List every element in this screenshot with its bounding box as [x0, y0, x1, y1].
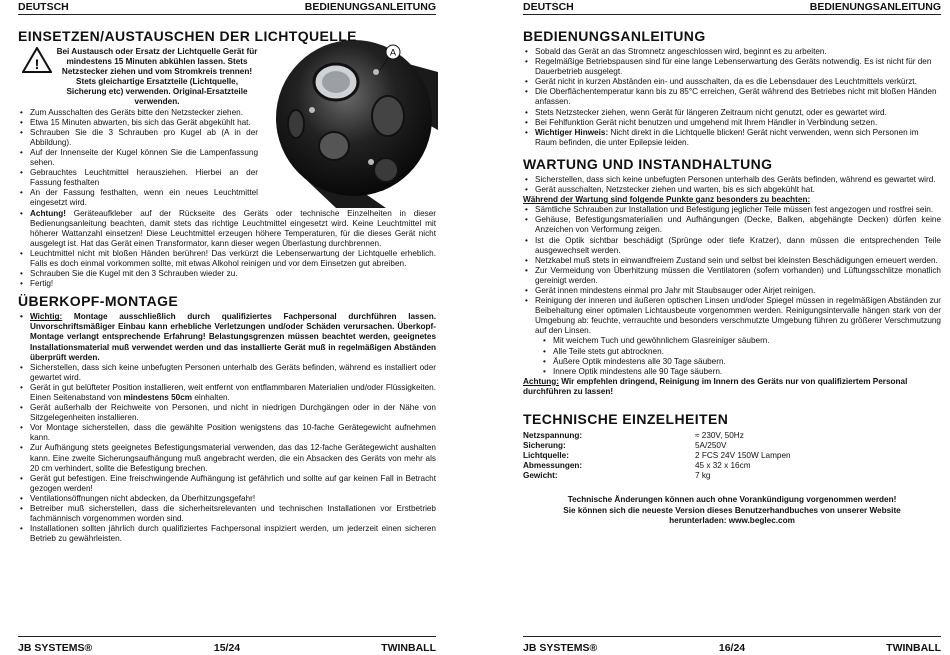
wichtig-text: Montage ausschließlich durch qualifiziertes Fachpersonal durchführen lassen. Unvorschriftsmäßiger Einbau kann erhebliche Verletzungen und/oder Schäden verursachen. Überkopf-Montage verlangt entsprechende Erfahrung! Belastungsgrenzen müssen beachtet werden, geeignetes Installationsmaterial muß verwendet werden und das installierte Gerät muß in regelmäßigen Abständen überprüft werden.: [30, 312, 436, 362]
section-title-bedienung: BEDIENUNGSANLEITUNG: [523, 28, 706, 44]
footer-brand: JB SYSTEMS®: [18, 642, 93, 654]
distance-text: Gerät in gut belüfteter Position installieren, weit entfernt von entflammbaren Materialien und/oder Flüssigkeiten. Einen Seitenabstand von: [30, 382, 436, 402]
list-item-distance: [18, 383, 436, 403]
hinweis-label: Wichtiger Hinweis:: [535, 127, 609, 137]
list-item: • Stets Netzstecker ziehen, wenn Gerät für längeren Zeitraum nicht genutzt, oder es gewartet wird.: [523, 108, 941, 118]
list-item: • Ventilationsöffnungen nicht abdecken, da Überhitzungsgefahr!: [18, 494, 436, 504]
wichtig-label: Wichtig:: [30, 312, 63, 322]
spec-row: [523, 451, 941, 461]
right-content: [523, 28, 941, 526]
svg-text:!: !: [34, 56, 40, 72]
list-item: • An der Fassung festhalten, wenn ein neues Leuchtmittel eingesetzt wird.: [18, 188, 258, 208]
image-label-a: A: [389, 47, 397, 58]
warning-icon: [22, 47, 52, 73]
list-item: • Auf der Innenseite der Kugel können Sie die Lampenfassung sehen.: [18, 148, 258, 168]
list-item: • Gebrauchtes Leuchtmittel herausziehen. Hierbei an der Fassung festhalten: [18, 168, 258, 188]
right-page: [523, 0, 941, 654]
spec-value: 2 FCS 24V 150W Lampen: [695, 451, 791, 461]
warning-text: Bei Austausch oder Ersatz der Lichtquelle Gerät für mindestens 15 Minuten abkühlen lassen. Stets Netzstecker ziehen und vom Stromkreis trennen! Stets gleichartige Ersatzteile (Lichtquelle, Sicherung etc) verwenden. Original-Ersatzteile verwenden.: [56, 47, 258, 107]
maintenance-heading: Während der Wartung sind folgende Punkte ganz besonders zu beachten:: [523, 195, 811, 205]
notice-line: Sie können sich die neueste Version dieses Benutzerhandbuches von unserer Website: [563, 505, 901, 515]
spec-value: 45 x 32 x 16cm: [695, 461, 751, 471]
section-title-wartung: WARTUNG UND INSTANDHALTUNG: [523, 155, 773, 172]
sub-list-item: • Äußere Optik mindestens alle 30 Tage säubern.: [523, 357, 941, 367]
left-content: [18, 28, 436, 544]
distance-bold: mindestens 50cm: [123, 393, 193, 402]
list-item: • Regelmäßige Betriebspausen sind für eine lange Lebenserwartung des Geräts notwendig. Es ist nicht für den Dauerbetrieb ausgelegt.: [523, 57, 941, 77]
list-item: • Zur Aufhängung stets geeignetes Befestigungsmaterial verwenden, das das 12-fache Gerätegewicht aushalten kann. Eine zweite Sicherungsaufhängung muß angebracht werden, die ein Absacken des Geräts von mehr als 20 cm verhindert, sollte die Befestigung brechen.: [18, 443, 436, 473]
spec-table: [523, 431, 941, 481]
steps-list: [18, 108, 258, 209]
list-item: • Sicherstellen, dass sich keine unbefugten Personen unterhalb des Geräts befinden, während es gewartet wird.: [523, 175, 941, 185]
hinweis-text: Nicht direkt in die Lichtquelle blicken! Gerät nicht verwenden, wenn sich Personen im Raum befinden, die unter Epilepsie leiden.: [535, 127, 919, 147]
achtung-label: Achtung:: [523, 376, 559, 386]
distance-text-end: einhalten.: [192, 393, 230, 402]
warning-box: [18, 47, 258, 108]
list-item: • Etwa 15 Minuten abwarten, bis sich das Gerät abgekühlt hat.: [18, 118, 258, 128]
list-item: • Netzkabel muß stets in einwandfreiem Zustand sein und selbst bei kleinsten Beschädigungen erneuert werden.: [523, 256, 941, 266]
list-item-achtung: [18, 209, 436, 249]
sub-list-item: • Innere Optik mindestens alle 90 Tage säubern.: [523, 367, 941, 377]
spec-value: ≈ 230V, 50Hz: [695, 431, 744, 440]
list-item: • Sobald das Gerät an das Stromnetz angeschlossen wird, beginnt es zu arbeiten.: [523, 47, 941, 57]
left-page: [18, 0, 436, 654]
maintenance-points-list: [523, 205, 941, 377]
section-title-technik: TECHNISCHE EINZELHEITEN: [523, 411, 729, 427]
list-item: • Bei Fehlfunktion Gerät nicht benutzen und umgehend mit Ihrem Händler in Verbindung setzen.: [523, 118, 941, 128]
sub-list-item: • Alle Teile stets gut abtrocknen.: [523, 347, 941, 357]
section-title-ueberkopf: ÜBERKOPF-MONTAGE: [18, 293, 179, 310]
notice-line: herunterladen: www.beglec.com: [669, 515, 795, 525]
list-item: • Schrauben Sie die 3 Schrauben pro Kugel ab (A in der Abbildung).: [18, 128, 258, 148]
spec-row: [523, 471, 941, 481]
notice-block: [523, 495, 941, 525]
achtung-text: Wir empfehlen dringend, Reinigung im Innern des Geräts nur von qualifiziertem Personal durchführen zu lassen!: [523, 376, 908, 396]
list-item: • Vor Montage sicherstellen, dass die gewählte Position wenigstens das 10-fache Gerätegewicht aufnehmen kann.: [18, 423, 436, 443]
spec-key: Netzspannung:: [523, 431, 583, 440]
spec-key: Sicherung:: [523, 441, 566, 451]
page-footer: [18, 636, 436, 655]
list-item: • Sämtliche Schrauben zur Installation und Befestigung jeglicher Teile müssen fest angezogen und rostfrei sein.: [523, 205, 941, 215]
spec-value: 7 kg: [695, 471, 711, 481]
list-item: • Betreiber muß sicherstellen, dass die sicherheitsrelevanten und technischen Installationen vor Erstbetrieb fachmännisch vorgenommen worden sind.: [18, 504, 436, 524]
achtung-label: Achtung!: [30, 208, 66, 218]
footer-brand: JB SYSTEMS®: [523, 642, 598, 654]
header-title: BEDIENUNGSANLEITUNG: [304, 1, 436, 13]
footer-product: TWINBALL: [381, 642, 436, 654]
spec-value: 5A/250V: [695, 441, 727, 451]
list-item: • Gerät nicht in kurzen Abständen ein- und ausschalten, da es die Lebensdauer des Leuchtmittels verkürzt.: [523, 77, 941, 87]
spec-key: Abmessungen:: [523, 461, 583, 471]
notice-line: Technische Änderungen können auch ohne Vorankündigung vorgenommen werden!: [567, 495, 897, 505]
spec-key: Lichtquelle:: [523, 451, 569, 461]
steps-list-2: [18, 209, 436, 290]
header-language: DEUTSCH: [18, 1, 69, 13]
list-item: • Schrauben Sie die Kugel mit den 3 Schrauben wieder zu.: [18, 269, 436, 279]
list-item: • Gerät innen mindestens einmal pro Jahr mit Staubsauger oder Airjet reinigen.: [523, 286, 941, 296]
list-item: • Fertig!: [18, 279, 436, 289]
page-header: [523, 0, 941, 15]
footer-page-number: 15/24: [213, 642, 241, 654]
mounting-list: [18, 312, 436, 544]
sub-list-item: • Mit weichem Tuch und gewöhnlichem Glasreiniger säubern.: [523, 336, 941, 346]
list-item: • Gerät gut befestigen. Eine freischwingende Aufhängung ist gefährlich und sollte auf gar keinen Fall in Betracht gezogen werden!: [18, 474, 436, 494]
list-item: • Gerät außerhalb der Reichweite von Personen, und nicht in niedrigen Durchgängen oder in der Nähe von Sitzgelegenheiten installieren.: [18, 403, 436, 423]
list-item: • Zur Vermeidung von Überhitzung müssen die Ventilatoren (sofern vorhanden) und Lüftungsschlitze monatlich gereinigt werden.: [523, 266, 941, 286]
list-item: • Sicherstellen, dass sich keine unbefugten Personen unterhalb des Geräts befinden, während es installiert oder gewartet wird.: [18, 363, 436, 383]
spec-row: [523, 441, 941, 451]
list-item-wichtig: [18, 312, 436, 362]
list-item: • Installationen sollten jährlich durch qualifiziertes Fachpersonal inspiziert werden, um jederzeit einen sicheren Betrieb zu gewährleisten.: [18, 524, 436, 544]
list-item-hinweis: [523, 128, 941, 148]
list-item: • Gehäuse, Befestigungsmaterialien und Aufhängungen (Decke, Balken, abgehängte Decken) dürfen keine Anzeichen von Verformung zeigen.: [523, 215, 941, 235]
achtung-text: Geräteaufkleber auf der Rückseite des Geräts oder technische Einzelheiten in dieser Bedienungsanleitung beachten, damit stets das richtige Leuchtmittel eingesetzt wird. Keine Leuchtmittel mit höherer Wattanzahl einsetzen! Diese Leuchtmittel erzeugen höhere Temperaturen, für die dieses Gerät nicht ausgelegt ist. Hat das Gerät einen Transformator, kann dieser wegen Überlastung durchbrennen.: [30, 208, 436, 248]
maintenance-list: [523, 175, 941, 195]
page-footer: [523, 636, 941, 655]
section-title-lichtquelle: EINSETZEN/AUSTAUSCHEN DER LICHTQUELLE: [18, 28, 357, 44]
list-item: • Leuchtmittel nicht mit bloßen Händen berühren! Das verkürzt die Lebenserwartung der Lichtquelle erheblich. Falls es doch einmal vorkommen sollte, mit etwas Alkohol reinigen und vor dem Einsetzen gut abreiben.: [18, 249, 436, 269]
footer-product: TWINBALL: [886, 642, 941, 654]
list-item: • Die Oberflächentemperatur kann bis zu 85°C erreichen, Gerät während des Betriebes nicht mit bloßen Händen anfassen.: [523, 87, 941, 107]
spec-row: [523, 431, 941, 441]
spec-row: [523, 461, 941, 471]
maintenance-achtung: [523, 377, 941, 397]
header-language: DEUTSCH: [523, 1, 574, 13]
footer-page-number: 16/24: [718, 642, 746, 654]
list-item: • Zum Ausschalten des Geräts bitte den Netzstecker ziehen.: [18, 108, 258, 118]
list-item: • Gerät ausschalten, Netzstecker ziehen und warten, bis es sich abgekühlt hat.: [523, 185, 941, 195]
operation-list: [523, 47, 941, 148]
page-header: [18, 0, 436, 15]
list-item: • Reinigung der inneren und äußeren optischen Linsen und/oder Spiegel müssen in regelmäßigen Abständen zur Beibehaltung einer optimalen Lichtausbeute vorgenommen werden. Reinigungsintervalle hängen stark von der Umgebung ab: feuchte, verrauchte und besonders verschmutzte Umgebung führen zu größerer Verschmutzung auf den Linsen.: [523, 296, 941, 336]
spec-key: Gewicht:: [523, 471, 558, 481]
list-item: • Ist die Optik sichtbar beschädigt (Sprünge oder tiefe Kratzer), dann müssen die entsprechenden Teile ausgewechselt werden.: [523, 236, 941, 256]
header-title: BEDIENUNGSANLEITUNG: [809, 1, 941, 13]
